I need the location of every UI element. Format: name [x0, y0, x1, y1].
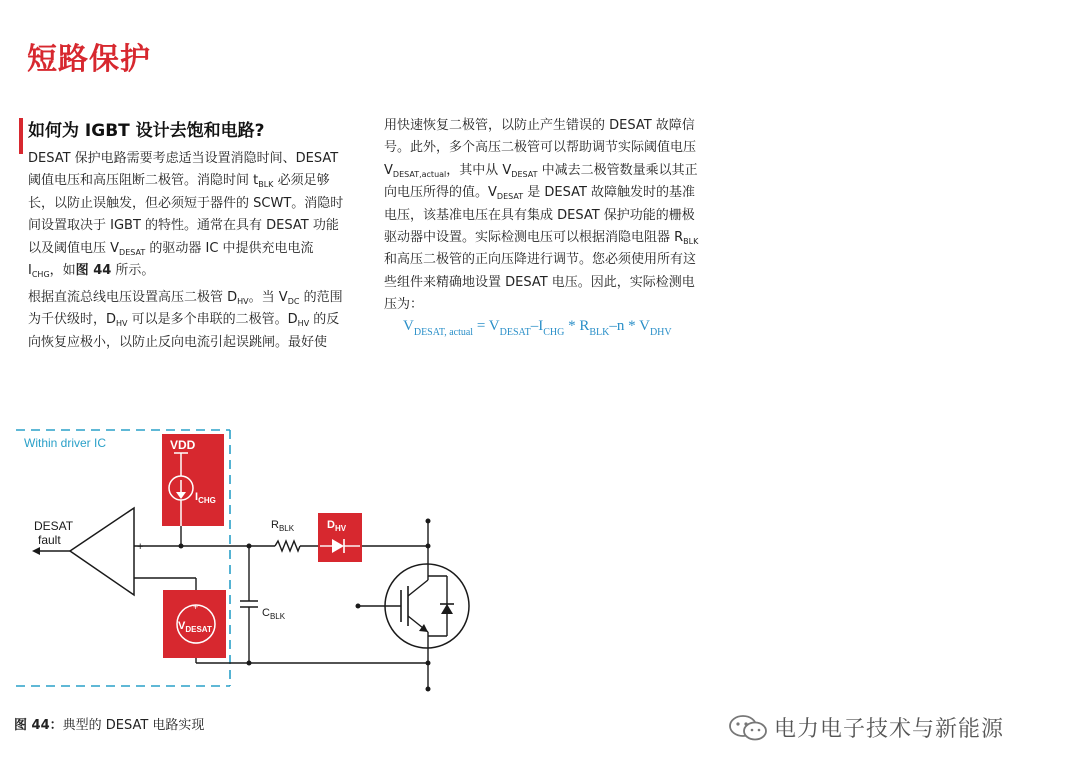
vdd-label: VDD: [170, 438, 196, 452]
hv-diode-block: [318, 513, 362, 562]
desat-fault-label-1: DESAT: [34, 519, 74, 533]
igbt-icon: [356, 564, 470, 648]
vdesat-label: $V_{DESAT}$: [178, 620, 212, 634]
comparator-icon: [70, 508, 134, 595]
source-minus: –: [193, 638, 199, 649]
driver-ic-label: Within driver IC: [24, 436, 107, 450]
cblk-label: $C_{BLK}$: [262, 607, 286, 621]
ichg-label: $I_{CHG}$: [195, 491, 216, 505]
paragraph-3: 用快速恢复二极管，以防止产生错误的 DESAT 故障信号。此外，多个高压二极管可以帮助调节实际阈值电压 $V_{DESAT,actual}$，其中从 $V_{DESAT}$ 中减去二极管数量乘以其正向电压所得的值。$V_{DESAT}$ 是 DESAT 故障触发时的基准电压，该基准电压在具有集成 DESAT 保护功能的栅极驱动器中设置。实际检测电压可以根据消隐电阻器 $R_{BLK}$ 和高压二极管的正向压降进行调节。您必须使用所有这些组件来精确地设置 DESAT 电压。因此，实际检测电压为：: [384, 118, 699, 313]
section-heading: 如何为 IGBT 设计去饱和电路?: [28, 121, 265, 141]
desat-formula: $V_{DESAT, actual} = V_{DESAT}-I_{CHG} * R_{BLK}-n * V_{DHV}$: [403, 318, 672, 338]
watermark: [728, 712, 1004, 743]
watermark-text: 电力电子技术与新能源: [774, 717, 1005, 742]
figure-reference: 图 44: [75, 263, 112, 279]
paragraph-2: 根据直流总线电压设置高压二极管 $D_{HV}$。当 $V_{DC}$ 的范围为千伏级时，$D_{HV}$ 可以是多个串联的二极管。$D_{HV}$ 的反向恢复应极小，以防止反向电流引起误跳闸。最好使: [28, 290, 343, 350]
page-title: 短路保护: [27, 42, 151, 77]
heading-accent-bar: [19, 118, 23, 154]
resistor-icon: [275, 541, 300, 551]
comparator-minus: –: [137, 570, 144, 584]
paragraph-1: DESAT 保护电路需要考虑适当设置消隐时间、DESAT 阈值电压和高压阻断二极管。消隐时间 $t_{BLK}$ 必须足够长，以防止误触发，但必须短于器件的 SCWT。消隐时间设置取决于 IGBT 的特性。通常在具有 DESAT 功能以及阈值电压 $V_{DESAT}$ 的驱动器 IC 中提供充电电流 $I_{CHG}$，如图 44 所示。: [28, 151, 344, 280]
desat-circuit-diagram: [0, 420, 520, 700]
rblk-label: $R_{BLK}$: [271, 519, 295, 533]
desat-fault-label-2: fault: [38, 533, 61, 547]
output-arrow-icon: [32, 547, 40, 555]
dhv-label: $D_{HV}$: [327, 519, 347, 533]
comparator-plus: +: [137, 541, 144, 553]
source-plus: +: [193, 602, 199, 612]
figure-caption: 图 44：典型的 DESAT 电路实现: [14, 718, 205, 733]
wechat-icon: [728, 714, 768, 742]
